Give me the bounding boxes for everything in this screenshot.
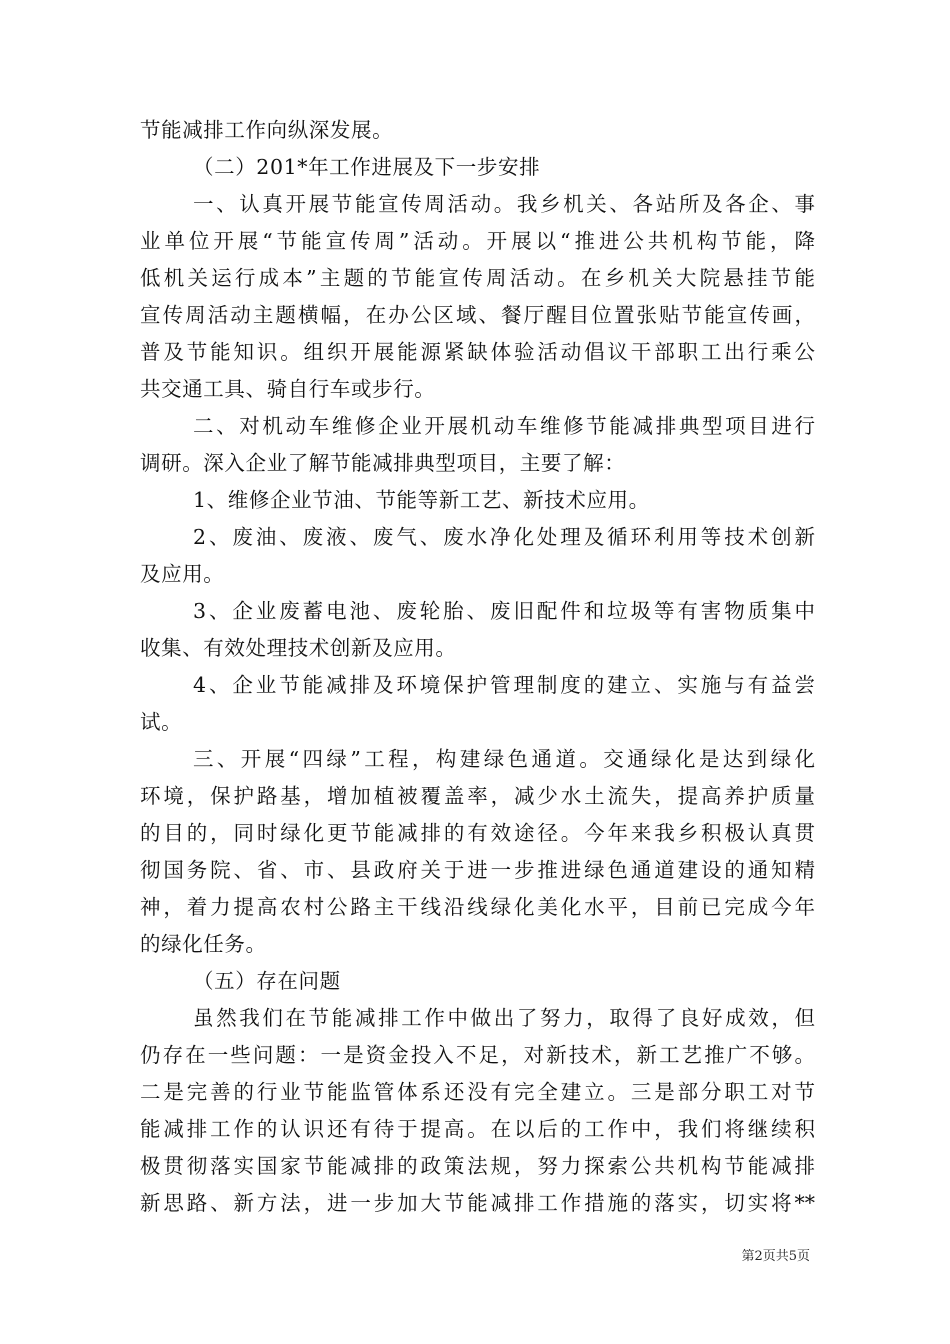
text-line: 的目的，同时绿化更节能减排的有效途径。今年来我乡积极认真贯: [140, 821, 815, 845]
text-line: 调研。深入企业了解节能减排典型项目，主要了解：: [140, 451, 626, 475]
text-line: 虽然我们在节能减排工作中做出了努力，取得了良好成效，但: [193, 1006, 815, 1030]
text-line: 二、对机动车维修企业开展机动车维修节能减排典型项目进行: [193, 414, 815, 438]
text-line: 1、维修企业节油、节能等新工艺、新技术应用。: [193, 488, 650, 512]
text-line: 节能减排工作向纵深发展。: [140, 118, 394, 142]
text-line: 试。: [140, 710, 183, 734]
text-line: 的绿化任务。: [140, 932, 267, 956]
text-line: 二是完善的行业节能监管体系还没有完全建立。三是部分职工对节: [140, 1080, 815, 1104]
text-line: 低机关运行成本”主题的节能宣传周活动。在乡机关大院悬挂节能: [140, 266, 815, 290]
text-line: 彻国务院、省、市、县政府关于进一步推进绿色通道建设的通知精: [140, 858, 815, 882]
text-line: 4、企业节能减排及环境保护管理制度的建立、实施与有益尝: [193, 673, 815, 697]
text-line: 一、认真开展节能宣传周活动。我乡机关、各站所及各企、事: [193, 192, 815, 216]
text-line: 及应用。: [140, 562, 225, 586]
document-body: [140, 112, 815, 1222]
page-number: 第2页共5页: [741, 1249, 810, 1264]
text-line: 3、企业废蓄电池、废轮胎、废旧配件和垃圾等有害物质集中: [193, 599, 815, 623]
text-line: 业单位开展“节能宣传周”活动。开展以“推进公共机构节能，降: [140, 229, 815, 253]
text-line: 仍存在一些问题：一是资金投入不足，对新技术，新工艺推广不够。: [140, 1043, 815, 1067]
text-line: 神，着力提高农村公路主干线沿线绿化美化水平，目前已完成今年: [140, 895, 815, 919]
text-line: 新思路、新方法，进一步加大节能减排工作措施的落实，切实将**: [140, 1191, 815, 1215]
text-line: 极贯彻落实国家节能减排的政策法规，努力探索公共机构节能减排: [140, 1154, 815, 1178]
text-line: 宣传周活动主题横幅，在办公区域、餐厅醒目位置张贴节能宣传画，: [140, 303, 815, 327]
text-line: 能减排工作的认识还有待于提高。在以后的工作中，我们将继续积: [140, 1117, 815, 1141]
text-line: 环境，保护路基，增加植被覆盖率，减少水土流失，提高养护质量: [140, 784, 815, 808]
text-line: 收集、有效处理技术创新及应用。: [140, 636, 457, 660]
text-line: 2、废油、废液、废气、废水净化处理及循环利用等技术创新: [193, 525, 815, 549]
text-line: （五）存在问题: [193, 969, 341, 993]
text-line: （二）201*年工作进展及下一步安排: [193, 155, 541, 179]
text-line: 普及节能知识。组织开展能源紧缺体验活动倡议干部职工出行乘公: [140, 340, 815, 364]
text-line: 共交通工具、骑自行车或步行。: [140, 377, 436, 401]
text-line: 三、开展“四绿”工程，构建绿色通道。交通绿化是达到绿化: [193, 747, 815, 771]
